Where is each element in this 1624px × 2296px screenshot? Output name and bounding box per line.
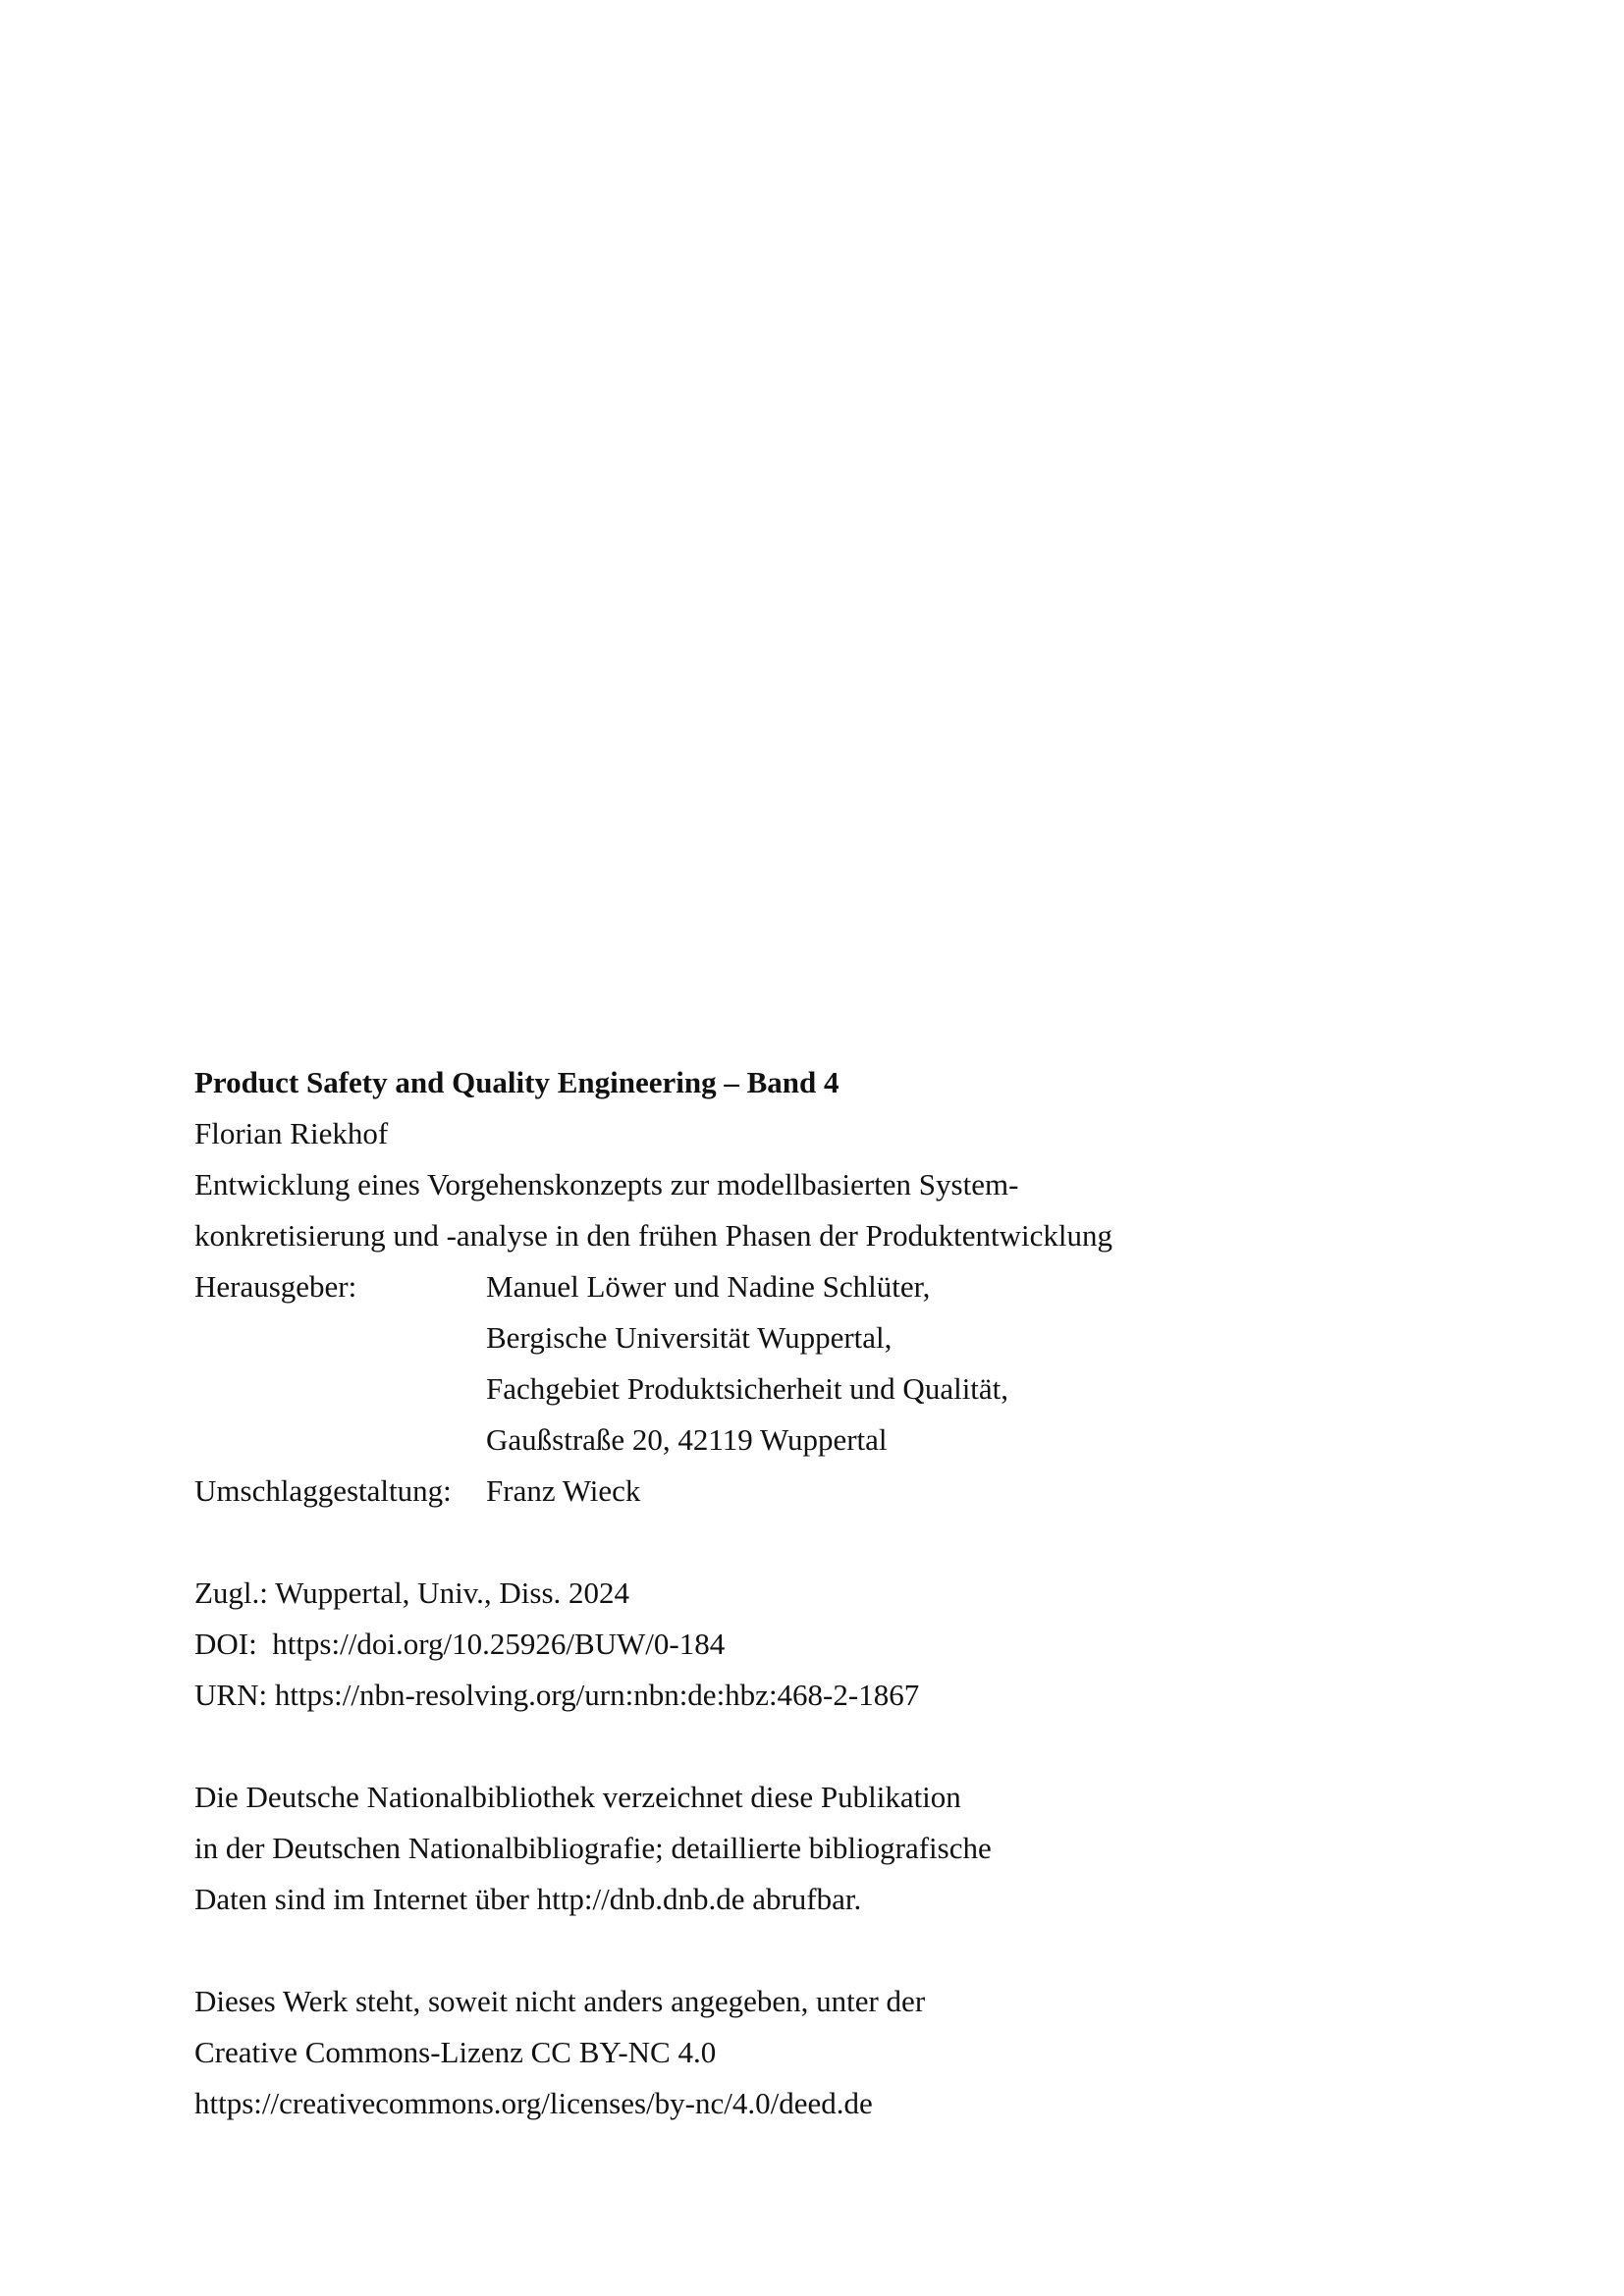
doi-line: DOI: https://doi.org/10.25926/BUW/0-184 xyxy=(194,1627,726,1661)
urn-line: URN: https://nbn-resolving.org/urn:nbn:de:hbz:468-2-1867 xyxy=(194,1678,920,1712)
publisher-line: Fachgebiet Produktsicherheit und Qualität, xyxy=(486,1371,1009,1406)
cover-design-row xyxy=(194,1466,1471,1517)
license-notice-line: Creative Commons-Lizenz CC BY-NC 4.0 xyxy=(194,2035,717,2069)
book-title-line-1: Entwicklung eines Vorgehenskonzepts zur modellbasierten System- xyxy=(194,1167,1019,1201)
spacer xyxy=(194,1925,1471,1976)
book-title-line-2: konkretisierung und -analyse in den frühen Phasen der Produktentwicklung xyxy=(194,1218,1112,1253)
series-title: Product Safety and Quality Engineering – Band 4 xyxy=(194,1065,839,1099)
author-name: Florian Riekhof xyxy=(194,1116,389,1150)
spacer xyxy=(194,1517,1471,1568)
cover-design-label: Umschlaggestaltung: xyxy=(194,1473,452,1508)
publisher-row xyxy=(194,1261,1471,1312)
dnb-notice-line: Daten sind im Internet über http://dnb.dnb.de abrufbar. xyxy=(194,1882,862,1916)
dissertation-note: Zugl.: Wuppertal, Univ., Diss. 2024 xyxy=(194,1575,630,1610)
license-notice-line: Dieses Werk steht, soweit nicht anders angegeben, unter der xyxy=(194,1984,926,2018)
publisher-line: Bergische Universität Wuppertal, xyxy=(486,1320,893,1355)
spacer xyxy=(194,1721,1471,1772)
publisher-line: Gaußstraße 20, 42119 Wuppertal xyxy=(486,1422,888,1457)
cover-design-value: Franz Wieck xyxy=(486,1473,641,1508)
dnb-notice-line: in der Deutschen Nationalbibliografie; detaillierte bibliografische xyxy=(194,1831,992,1865)
imprint-block xyxy=(194,1057,1471,2129)
dnb-notice-line: Die Deutsche Nationalbibliothek verzeichnet diese Publikation xyxy=(194,1780,961,1814)
license-url: https://creativecommons.org/licenses/by-nc/4.0/deed.de xyxy=(194,2086,873,2120)
publisher-label: Herausgeber: xyxy=(194,1269,357,1304)
publisher-line: Manuel Löwer und Nadine Schlüter, xyxy=(486,1269,931,1304)
